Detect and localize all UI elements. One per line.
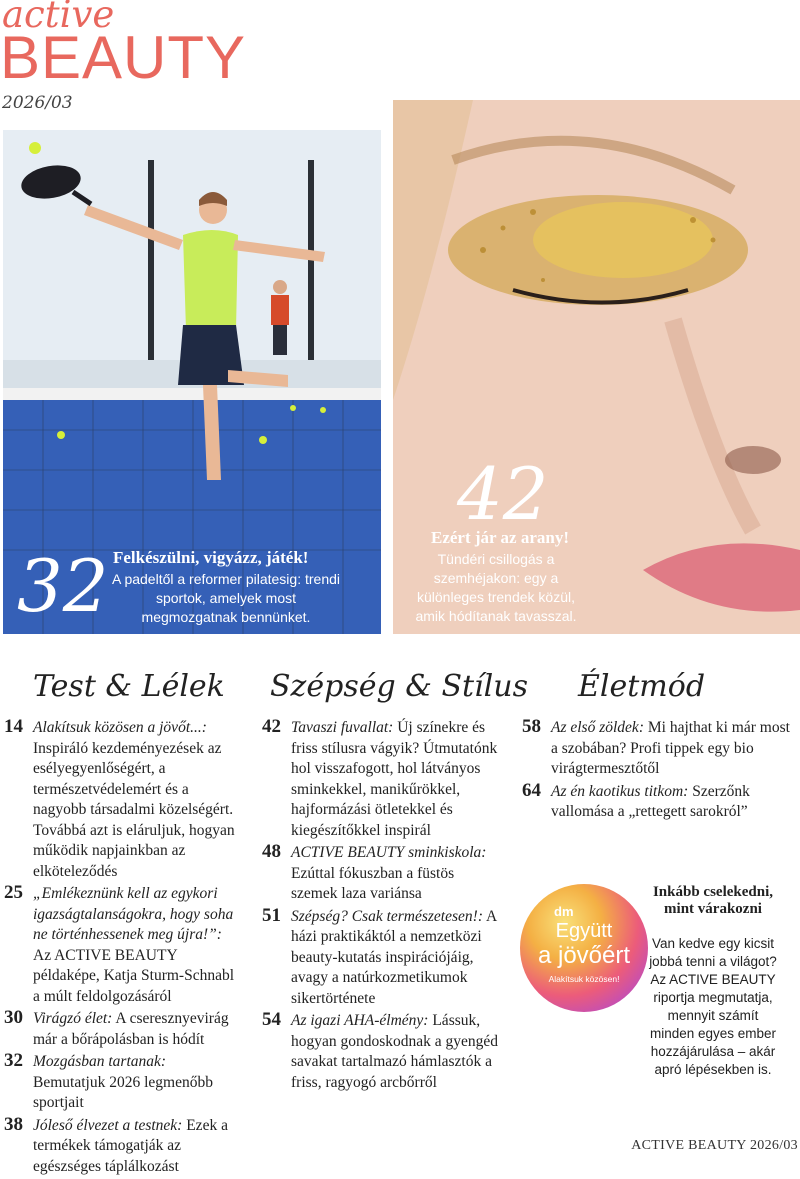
toc-page-number: 42: [262, 716, 281, 737]
toc-item-title: Mozgásban tartanak:: [33, 1053, 167, 1070]
toc-item-text: Ezúttal fókuszban a füstös szemek laza variánsa: [291, 864, 455, 902]
toc-item[interactable]: [4, 1113, 240, 1178]
feature-title: Felkészülni, vigyázz, játék!: [113, 548, 309, 567]
toc-item[interactable]: [262, 718, 500, 841]
toc-item-text: Szerzőnk vallomása a „rettegett sarokról”: [551, 782, 750, 820]
toc-page-number: 14: [4, 716, 23, 737]
toc-page-number: 58: [522, 716, 541, 737]
badge-line-3: Alakítsuk közösen!: [548, 974, 620, 984]
toc-item-text: Mi hajthat ki már most a szobában? Profi tippek egy bio virágtermesztőtől: [551, 719, 790, 777]
toc-item[interactable]: [522, 718, 792, 780]
toc-item-title: Az én kaotikus titkom:: [551, 782, 689, 800]
toc-item-title: Jóleső élvezet a testnek:: [33, 1116, 183, 1134]
toc-item-title: Az igazi AHA-élmény:: [291, 1012, 429, 1029]
toc-item-title: Szépség? Csak természetesen!:: [291, 907, 483, 925]
toc-item-text: A házi praktikáktól a nemzetközi beauty-kutatás inspirációjáig, avagy a natúrkozmetikumok sikertörténete: [291, 907, 497, 1007]
feature-page-number: 42: [457, 452, 549, 536]
toc-item-title: Virágzó élet:: [33, 1010, 113, 1027]
brand-logo-beauty: BEAUTY: [0, 24, 247, 91]
sidebar-title: Inkább cselekedni, mint várakozni: [652, 884, 774, 917]
toc-item-title: Alakítsuk közösen a jövőt...:: [33, 719, 207, 736]
gold-eyeshadow-photo: [393, 100, 800, 634]
feature-page-number: 32: [17, 544, 109, 628]
toc-item-title: „Emlékeznünk kell az egykori igazságtalanságokra, hogy soha ne történhessenek meg újra!”:: [33, 885, 234, 943]
padel-photo: [3, 130, 381, 634]
toc-page-number: 48: [262, 841, 281, 862]
dm-egyutt-a-jovoert-badge: [520, 884, 648, 1012]
toc-column-szepseg-stilus: [262, 718, 500, 1095]
toc-item-text: Lássuk, hogyan gondoskodnak a gyengéd savakat tartalmazó hámlasztók a friss, ragyogó arcbőrről: [291, 1012, 499, 1091]
page-footer: ACTIVE BEAUTY 2026/03: [631, 1138, 798, 1153]
toc-item-text: A cseresznyevirág már a bőrápolásban is hódít: [33, 1010, 229, 1048]
toc-item-text: Új színekre és friss stílusra vágyik? Útmutatónk hol visszafogott, hol látványos sminkekkel, manikűrökkel, hajformázási ötletekkel és kiegészítőkkel inspirál: [291, 719, 498, 839]
toc-page-number: 32: [4, 1050, 23, 1071]
toc-item[interactable]: [262, 1011, 500, 1093]
toc-page-number: 30: [4, 1007, 23, 1028]
toc-item-text: Ezek a termékek támogatják az egészséges táplálkozást: [33, 1116, 228, 1175]
toc-item-title: Az első zöldek:: [551, 719, 644, 736]
feature-text: A padeltől a reformer pilatesig: trendi sportok, amelyek most megmozgatnak bennünket.: [111, 571, 340, 625]
toc-item-title: ACTIVE BEAUTY sminkiskola:: [291, 844, 487, 861]
toc-column-eletmod: [522, 718, 792, 825]
sidebar-text: Van kedve egy kicsit jobbá tenni a világot? Az ACTIVE BEAUTY riportja megmutatja, mennyit számít minden egyes ember hozzájárulása – akár apró lépésekben is.: [649, 936, 777, 1077]
toc-page-number: 64: [522, 779, 541, 801]
toc-page-number: 54: [262, 1009, 281, 1030]
dm-logo: dm: [554, 904, 574, 919]
toc-page-number: 51: [262, 904, 281, 926]
section-heading-test-lelek: Test & Lélek: [33, 669, 225, 704]
toc-item-text: Inspiráló kezdeményezések az esélyegyenlőségért, a természetvédelemért és a nagyobb társadalmi közelségért. Továbbá azt is eláruljuk, hogyan működik napjainkban az elköteleződés: [33, 739, 235, 880]
brand-logo-active: active: [2, 0, 115, 36]
feature-title: Ezért jár az arany!: [431, 528, 569, 547]
issue-number: 2026/03: [2, 93, 73, 113]
toc-item[interactable]: [4, 1052, 240, 1114]
toc-item[interactable]: [262, 904, 500, 1010]
toc-item-text: Bemutatjuk 2026 legmenőbb sportjait: [33, 1073, 213, 1111]
toc-item[interactable]: [4, 884, 240, 1007]
toc-item[interactable]: [4, 718, 240, 882]
toc-item[interactable]: [522, 779, 792, 823]
section-heading-szepseg-stilus: Szépség & Stílus: [270, 669, 528, 704]
badge-line-1: Együtt: [555, 920, 613, 942]
feature-text: Tündéri csillogás a szemhéjakon: egy a különleges trendek közül, amik hódítanak tavasszal.: [415, 551, 577, 624]
badge-line-2: a jövőért: [537, 942, 631, 969]
toc-item-text: Az ACTIVE BEAUTY példaképe, Katja Sturm-Schnabl a múlt feldolgozásáról: [33, 946, 235, 1005]
section-heading-eletmod: Életmód: [578, 669, 706, 704]
toc-page-number: 38: [4, 1113, 23, 1135]
toc-item[interactable]: [262, 843, 500, 905]
toc-column-test-lelek: [4, 718, 240, 1179]
toc-item-title: Tavaszi fuvallat:: [291, 719, 394, 736]
toc-item[interactable]: [4, 1009, 240, 1050]
toc-page-number: 25: [4, 882, 23, 903]
